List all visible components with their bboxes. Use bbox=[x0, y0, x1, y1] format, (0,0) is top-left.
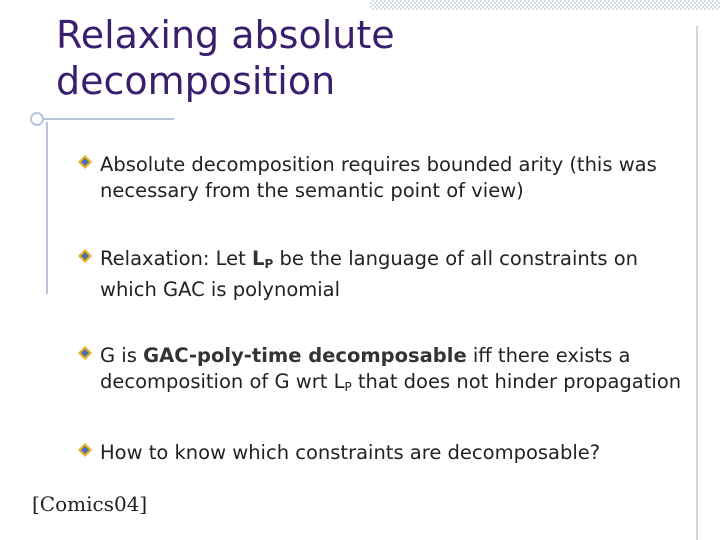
diamond-bullet-icon bbox=[78, 443, 92, 457]
bullet-text-post: that does not hinder propagation bbox=[351, 370, 682, 393]
slide-title bbox=[56, 12, 676, 104]
language-symbol-letter: L bbox=[252, 247, 265, 270]
decorative-checkered-band bbox=[370, 0, 720, 10]
bullet-item bbox=[78, 343, 688, 400]
language-symbol-subscript: P bbox=[264, 257, 274, 271]
bullet-text-pre: G is bbox=[100, 344, 144, 367]
frame-line-left bbox=[46, 122, 48, 294]
diamond-bullet-icon bbox=[78, 346, 92, 360]
language-symbol bbox=[252, 247, 273, 270]
title-line-2: decomposition bbox=[56, 59, 336, 103]
bullet-text: How to know which constraints are decomposable? bbox=[100, 441, 601, 464]
title-underline bbox=[36, 118, 174, 120]
frame-corner-circle bbox=[30, 112, 44, 126]
title-line-1: Relaxing absolute bbox=[56, 13, 395, 57]
diamond-bullet-icon bbox=[78, 249, 92, 263]
bullet-list bbox=[78, 152, 688, 466]
bullet-item bbox=[78, 246, 688, 303]
language-subscript: P bbox=[344, 380, 352, 394]
diamond-bullet-icon bbox=[78, 155, 92, 169]
bullet-item bbox=[78, 152, 688, 204]
bold-term: GAC-poly-time decomposable bbox=[143, 344, 467, 367]
bullet-text-mid: iff there exists a decomposition of G wrt L bbox=[100, 344, 631, 393]
bullet-text-pre: Relaxation: Let bbox=[100, 247, 253, 270]
bullet-item bbox=[78, 440, 688, 466]
bullet-text-post: be the language of all constraints on which GAC is polynomial bbox=[100, 247, 639, 301]
citation: [Comics04] bbox=[32, 492, 148, 516]
bullet-text: Absolute decomposition requires bounded arity (this was necessary from the semantic point of view) bbox=[100, 153, 657, 202]
frame-line-right bbox=[696, 26, 698, 540]
